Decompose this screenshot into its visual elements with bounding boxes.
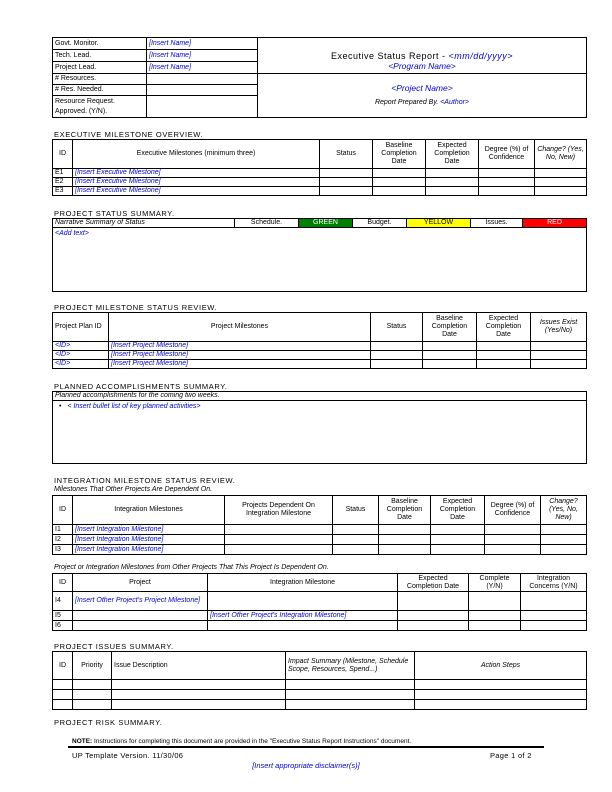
int-row-id: I3 — [53, 545, 73, 555]
issues-col-impact: Impact Summary (Milestone, Schedule Scope, Resources, Spend...) — [286, 652, 415, 680]
pm-row-baseline[interactable] — [423, 351, 477, 360]
header-table — [52, 37, 587, 118]
table-row — [53, 611, 587, 621]
exec-col-milestones: Executive Milestones (minimum three) — [73, 140, 320, 169]
exec-row-change[interactable] — [535, 169, 587, 178]
dep-row-id: I4 — [53, 592, 73, 611]
dep-col-id: ID — [53, 574, 73, 592]
dep-row-project[interactable]: [Insert Other Project's Project Milestone] — [73, 592, 208, 611]
header-value-resource-request[interactable] — [147, 96, 258, 118]
pm-row-issues[interactable] — [531, 360, 587, 369]
int-row-expected[interactable] — [431, 535, 485, 545]
pm-row-issues[interactable] — [531, 342, 587, 351]
dep-col-concerns: Integration Concerns (Y/N) — [521, 574, 587, 592]
int-col-baseline: Baseline Completion Date — [379, 496, 431, 525]
exec-row-change[interactable] — [535, 178, 587, 187]
issues-row-impact[interactable] — [286, 680, 415, 690]
int-row-expected[interactable] — [431, 525, 485, 535]
exec-row-baseline[interactable] — [373, 187, 426, 196]
prepared-by-label: Report Prepared By. — [374, 99, 441, 106]
add-text-placeholder[interactable]: <Add text> — [55, 230, 89, 237]
status-summary-title: PROJECT STATUS SUMMARY. — [54, 209, 175, 218]
exec-col-id: ID — [53, 140, 73, 169]
int-row-id: I2 — [53, 535, 73, 545]
table-row — [53, 680, 587, 690]
exec-milestones-table — [52, 139, 587, 196]
exec-row-status[interactable] — [320, 169, 373, 178]
dep-row-project[interactable] — [73, 611, 208, 621]
header-label-tech-lead: Tech. Lead. — [53, 50, 147, 62]
pm-row-expected[interactable] — [477, 351, 531, 360]
exec-col-confidence: Degree (%) of Confidence — [479, 140, 535, 169]
program-name[interactable]: <Program Name> — [388, 61, 456, 71]
pm-col-issues: Issues Exist (Yes/No) — [531, 313, 587, 342]
program-cell — [258, 61, 587, 118]
pm-row-expected[interactable] — [477, 360, 531, 369]
dep-row-complete[interactable] — [469, 611, 521, 621]
integration-subtitle: Milestones That Other Projects Are Dependent On. — [54, 486, 213, 493]
issues-row-action[interactable] — [415, 680, 587, 690]
exec-row-status[interactable] — [320, 187, 373, 196]
pm-row-id[interactable]: <ID> — [53, 342, 109, 351]
int-row-name[interactable]: [Insert Integration Milestone] — [73, 535, 225, 545]
narrative-label: Narrative Summary of Status — [53, 219, 235, 228]
exec-row-name[interactable]: [Insert Executive Milestone] — [73, 169, 320, 178]
int-row-dependent[interactable] — [225, 525, 333, 535]
issues-col-priority: Priority — [73, 652, 112, 680]
prepared-by — [260, 99, 584, 107]
int-col-confidence: Degree (%) of Confidence — [485, 496, 541, 525]
exec-row-baseline[interactable] — [373, 169, 426, 178]
issues-row-description[interactable] — [112, 690, 286, 700]
int-row-status[interactable] — [333, 545, 379, 555]
issues-row-id[interactable] — [53, 690, 73, 700]
exec-row-confidence[interactable] — [479, 169, 535, 178]
footer-note — [72, 738, 411, 745]
dep-row-id: I5 — [53, 611, 73, 621]
header-value-project-lead[interactable]: [Insert Name] — [147, 62, 258, 74]
exec-row-id: E3 — [53, 187, 73, 196]
pm-row-status[interactable] — [371, 360, 423, 369]
int-col-milestones: Integration Milestones — [73, 496, 225, 525]
issues-row-id[interactable] — [53, 680, 73, 690]
dep-row-concerns[interactable] — [521, 592, 587, 611]
pm-row-status[interactable] — [371, 342, 423, 351]
int-row-name[interactable]: [Insert Integration Milestone] — [73, 525, 225, 535]
planned-title: PLANNED ACCOMPLISHMENTS SUMMARY. — [54, 382, 228, 391]
int-col-change: Change? (Yes, No, New) — [541, 496, 587, 525]
exec-row-name[interactable]: [Insert Executive Milestone] — [73, 178, 320, 187]
dep-col-expected: Expected Completion Date — [398, 574, 469, 592]
issues-row-action[interactable] — [415, 700, 587, 710]
int-row-confidence[interactable] — [485, 545, 541, 555]
int-col-dependent: Projects Dependent On Integration Milestone — [225, 496, 333, 525]
pm-row-id[interactable]: <ID> — [53, 360, 109, 369]
bullet-icon: • — [59, 403, 62, 410]
dep-row-expected[interactable] — [398, 592, 469, 611]
int-row-dependent[interactable] — [225, 545, 333, 555]
footer-note-text: Instructions for completing this document are provided in the "Executive Status Report Instructions" document. — [92, 738, 412, 745]
risk-title: PROJECT RISK SUMMARY. — [54, 718, 163, 727]
table-row — [53, 342, 587, 351]
status-summary-table — [52, 218, 587, 292]
pm-col-baseline: Baseline Completion Date — [423, 313, 477, 342]
planned-bullet[interactable]: < Insert bullet list of key planned activities> — [67, 403, 201, 410]
int-col-expected: Expected Completion Date — [431, 496, 485, 525]
integration-subtitle-2: Project or Integration Milestones from Other Projects That This Project Is Dependent On. — [54, 564, 329, 571]
exec-row-status[interactable] — [320, 178, 373, 187]
int-col-id: ID — [53, 496, 73, 525]
dep-row-complete[interactable] — [469, 592, 521, 611]
pm-row-status[interactable] — [371, 351, 423, 360]
int-row-expected[interactable] — [431, 545, 485, 555]
issues-row-impact[interactable] — [286, 700, 415, 710]
table-row — [53, 178, 587, 187]
dep-row-id: I6 — [53, 621, 73, 631]
dependency-table — [52, 573, 587, 631]
pm-row-name[interactable]: [Insert Project Milestone] — [109, 342, 371, 351]
pm-row-expected[interactable] — [477, 342, 531, 351]
issues-col-action: Action Steps — [415, 652, 587, 680]
table-row — [53, 360, 587, 369]
header-label-project-lead: Project Lead. — [53, 62, 147, 74]
int-row-confidence[interactable] — [485, 535, 541, 545]
pm-row-name[interactable]: [Insert Project Milestone] — [109, 360, 371, 369]
dep-col-project: Project — [73, 574, 208, 592]
dep-row-expected[interactable] — [398, 611, 469, 621]
exec-row-expected[interactable] — [426, 169, 479, 178]
project-milestones-table — [52, 312, 587, 369]
table-row — [53, 169, 587, 178]
issues-row-priority[interactable] — [73, 690, 112, 700]
int-row-baseline[interactable] — [379, 545, 431, 555]
dep-row-concerns[interactable] — [521, 621, 587, 631]
int-row-change[interactable] — [541, 545, 587, 555]
table-row — [53, 525, 587, 535]
int-row-baseline[interactable] — [379, 535, 431, 545]
int-col-status: Status — [333, 496, 379, 525]
header-label-res-needed: # Res. Needed. — [53, 85, 147, 96]
planned-table — [52, 391, 587, 464]
dep-row-complete[interactable] — [469, 621, 521, 631]
footer-divider — [68, 746, 544, 748]
int-row-confidence[interactable] — [485, 525, 541, 535]
issues-label: Issues. — [471, 219, 523, 228]
header-value-govt-monitor[interactable]: [Insert Name] — [147, 38, 258, 50]
planned-header: Planned accomplishments for the coming two weeks. — [53, 392, 587, 401]
issues-col-id: ID — [53, 652, 73, 680]
int-row-change[interactable] — [541, 535, 587, 545]
project-name[interactable]: <Project Name> — [391, 83, 453, 93]
exec-row-confidence[interactable] — [479, 178, 535, 187]
exec-milestones-title: EXECUTIVE MILESTONE OVERVIEW. — [54, 130, 204, 139]
int-row-id: I1 — [53, 525, 73, 535]
pm-row-baseline[interactable] — [423, 342, 477, 351]
dep-row-milestone[interactable] — [208, 621, 398, 631]
issues-row-impact[interactable] — [286, 690, 415, 700]
issues-row-action[interactable] — [415, 690, 587, 700]
schedule-label: Schedule. — [235, 219, 299, 228]
issues-status[interactable]: RED — [523, 219, 587, 228]
exec-col-status: Status — [320, 140, 373, 169]
exec-row-baseline[interactable] — [373, 178, 426, 187]
exec-row-id: E2 — [53, 178, 73, 187]
pm-row-issues[interactable] — [531, 351, 587, 360]
header-value-tech-lead[interactable]: [Insert Name] — [147, 50, 258, 62]
dep-row-project[interactable] — [73, 621, 208, 631]
exec-col-baseline: Baseline Completion Date — [373, 140, 426, 169]
exec-row-name[interactable]: [Insert Executive Milestone] — [73, 187, 320, 196]
dep-col-complete: Complete (Y/N) — [469, 574, 521, 592]
issues-row-priority[interactable] — [73, 700, 112, 710]
header-value-res-needed[interactable] — [147, 85, 258, 96]
budget-label: Budget. — [353, 219, 407, 228]
table-row — [53, 621, 587, 631]
budget-status[interactable]: YELLOW — [407, 219, 471, 228]
pm-col-expected: Expected Completion Date — [477, 313, 531, 342]
planned-text-area[interactable] — [53, 401, 587, 464]
dep-row-concerns[interactable] — [521, 611, 587, 621]
table-row — [53, 351, 587, 360]
exec-row-expected[interactable] — [426, 187, 479, 196]
issues-row-id[interactable] — [53, 700, 73, 710]
author-name[interactable]: <Author> — [440, 99, 470, 106]
header-label-resource-request: Resource Request. Approved. (Y/N). — [53, 96, 147, 118]
exec-row-id: E1 — [53, 169, 73, 178]
dep-row-expected[interactable] — [398, 621, 469, 631]
pm-col-id: Project Plan ID — [53, 313, 109, 342]
pm-row-name[interactable]: [Insert Project Milestone] — [109, 351, 371, 360]
report-date[interactable]: <mm/dd/yyyy> — [448, 50, 514, 61]
header-value-resources[interactable] — [147, 74, 258, 85]
issues-table — [52, 651, 587, 710]
issues-title: PROJECT ISSUES SUMMARY. — [54, 642, 174, 651]
exec-row-confidence[interactable] — [479, 187, 535, 196]
table-row — [53, 545, 587, 555]
table-row — [53, 690, 587, 700]
issues-row-description[interactable] — [112, 700, 286, 710]
int-row-baseline[interactable] — [379, 525, 431, 535]
issues-row-priority[interactable] — [73, 680, 112, 690]
dep-row-milestone[interactable]: [Insert Other Project's Integration Milestone] — [208, 611, 398, 621]
narrative-text-area[interactable] — [53, 228, 587, 292]
table-row — [53, 592, 587, 611]
schedule-status[interactable]: GREEN — [299, 219, 353, 228]
int-row-name[interactable]: [Insert Integration Milestone] — [73, 545, 225, 555]
exec-row-expected[interactable] — [426, 178, 479, 187]
header-label-govt-monitor: Govt. Monitor. — [53, 38, 147, 50]
pm-row-baseline[interactable] — [423, 360, 477, 369]
issues-col-description: Issue Description — [112, 652, 286, 680]
project-milestones-title: PROJECT MILESTONE STATUS REVIEW. — [54, 303, 218, 312]
int-row-status[interactable] — [333, 525, 379, 535]
table-row — [53, 187, 587, 196]
int-row-change[interactable] — [541, 525, 587, 535]
footer-page-number: Page 1 of 2 — [490, 751, 532, 760]
dep-row-milestone[interactable] — [208, 592, 398, 611]
report-title: Executive Status Report - — [330, 50, 449, 61]
pm-row-id[interactable]: <ID> — [53, 351, 109, 360]
dep-col-milestone: Integration Milestone — [208, 574, 398, 592]
table-row — [53, 535, 587, 545]
header-label-resources: # Resources. — [53, 74, 147, 85]
issues-row-description[interactable] — [112, 680, 286, 690]
integration-table — [52, 495, 587, 555]
footer-disclaimer[interactable]: [Insert appropriate disclaimer(s)] — [252, 761, 360, 770]
footer-note-label: NOTE: — [72, 738, 93, 745]
table-row — [53, 700, 587, 710]
int-row-status[interactable] — [333, 535, 379, 545]
exec-row-change[interactable] — [535, 187, 587, 196]
pm-col-status: Status — [371, 313, 423, 342]
integration-title: INTEGRATION MILESTONE STATUS REVIEW. — [54, 476, 236, 485]
int-row-dependent[interactable] — [225, 535, 333, 545]
exec-col-change: Change? (Yes, No, New) — [535, 140, 587, 169]
footer-version: UP Template Version. 11/30/06 — [72, 751, 184, 760]
exec-col-expected: Expected Completion Date — [426, 140, 479, 169]
pm-col-milestones: Project Milestones — [109, 313, 371, 342]
